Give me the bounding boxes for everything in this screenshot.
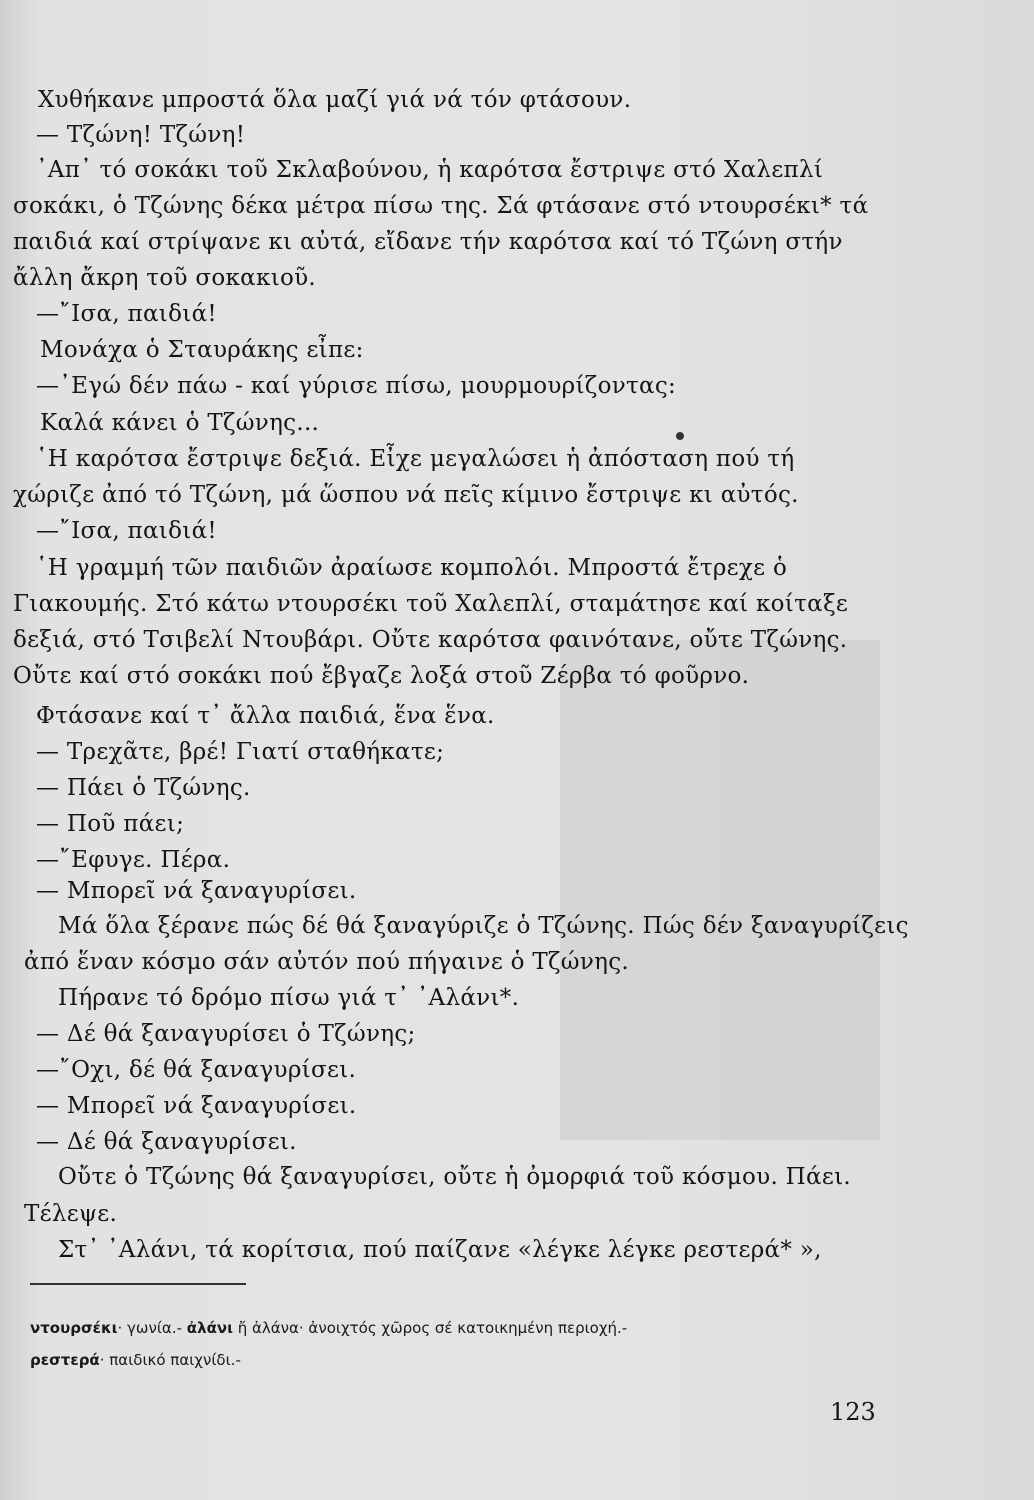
text-line: —῎Οχι, δέ θά ξαναγυρίσει. xyxy=(36,1057,357,1083)
text-line: —῎Εφυγε. Πέρα. xyxy=(36,847,231,873)
text-line: Φτάσανε καί τ᾿ ἄλλα παιδιά, ἕνα ἕνα. xyxy=(36,703,495,729)
text-line: ῾Η καρότσα ἔστριψε δεξιά. Εἶχε μεγαλώσει ἡ ἀπόσταση πού τή xyxy=(36,446,795,472)
text-line: — Ποῦ πάει; xyxy=(36,811,185,837)
text-line: ῾Η γραμμή τῶν παιδιῶν ἀραίωσε κομπολόι. Μπροστά ἔτρεχε ὁ xyxy=(36,555,788,581)
footnote-term: ἀλάνι xyxy=(186,1319,233,1337)
text-line: σοκάκι, ὁ Τζώνης δέκα μέτρα πίσω της. Σά φτάσανε στό ντουρσέκι* τά xyxy=(13,193,869,219)
text-line: — Δέ θά ξαναγυρίσει ὁ Τζώνης; xyxy=(36,1021,416,1047)
text-line: — Δέ θά ξαναγυρίσει. xyxy=(36,1129,297,1155)
text-line: παιδιά καί στρίψανε κι αὐτά, εἴδανε τήν καρότσα καί τό Τζώνη στήν xyxy=(13,229,843,255)
text-line: χώριζε ἀπό τό Τζώνη, μά ὥσπου νά πεῖς κίμινο ἔστριψε κι αὐτός. xyxy=(13,482,799,508)
footnote-line xyxy=(30,1318,627,1338)
text-line: Χυθήκανε μπροστά ὅλα μαζί γιά νά τόν φτάσουν. xyxy=(38,87,632,113)
text-line: — Μπορεῖ νά ξαναγυρίσει. xyxy=(36,1093,357,1119)
text-line: ἀπό ἕναν κόσμο σάν αὐτόν πού πήγαινε ὁ Τζώνης. xyxy=(24,949,630,975)
text-line: — Πάει ὁ Τζώνης. xyxy=(36,775,251,801)
text-line: Μά ὅλα ξέρανε πώς δέ θά ξαναγύριζε ὁ Τζώνης. Πώς δέν ξαναγυρίζεις xyxy=(58,913,909,939)
text-line: ἄλλη ἄκρη τοῦ σοκακιοῦ. xyxy=(13,265,317,291)
footnote-term: ρεστερά xyxy=(30,1351,100,1369)
text-line: —᾿Εγώ δέν πάω - καί γύρισε πίσω, μουρμουρίζοντας: xyxy=(36,373,677,399)
text-line: δεξιά, στό Τσιβελί Ντουβάρι. Οὔτε καρότσα φαινότανε, οὔτε Τζώνης. xyxy=(13,627,848,653)
text-line: —῎Ισα, παιδιά! xyxy=(36,518,217,544)
footnote-definition: ἤ ἀλάνα· ἀνοιχτός χῶρος σέ κατοικημένη περιοχή.- xyxy=(232,1319,628,1337)
ink-dot xyxy=(676,432,684,440)
text-line: Τέλεψε. xyxy=(24,1201,118,1227)
text-line: Οὔτε ὁ Τζώνης θά ξαναγυρίσει, οὔτε ἡ ὀμορφιά τοῦ κόσμου. Πάει. xyxy=(58,1164,852,1190)
text-line: —῎Ισα, παιδιά! xyxy=(36,301,217,327)
footnote-separator xyxy=(30,1283,246,1285)
text-line: Στ᾿ ᾿Αλάνι, τά κορίτσια, πού παίζανε «λέγκε λέγκε ρεστερά* », xyxy=(58,1237,822,1263)
text-line: Καλά κάνει ὁ Τζώνης... xyxy=(40,410,320,436)
footnote-line xyxy=(30,1350,241,1370)
text-line: ᾿Απ᾿ τό σοκάκι τοῦ Σκλαβούνου, ἡ καρότσα ἔστριψε στό Χαλεπλί xyxy=(36,157,824,183)
footnote-definition: · παιδικό παιχνίδι.- xyxy=(99,1351,241,1369)
text-line: Πήρανε τό δρόμο πίσω γιά τ᾿ ᾿Αλάνι*. xyxy=(58,985,520,1011)
page-number: 123 xyxy=(830,1398,876,1426)
text-line: Μονάχα ὁ Σταυράκης εἶπε: xyxy=(40,337,364,363)
text-line: — Τζώνη! Τζώνη! xyxy=(36,122,246,148)
text-line: Γιακουμής. Στό κάτω ντουρσέκι τοῦ Χαλεπλί, σταμάτησε καί κοίταξε xyxy=(13,591,849,617)
footnote-definition: · γωνία.- xyxy=(117,1319,187,1337)
footnote-term: ντουρσέκι xyxy=(30,1319,118,1337)
text-line: Οὔτε καί στό σοκάκι πού ἔβγαζε λοξά στοῦ Ζέρβα τό φοῦρνο. xyxy=(13,663,750,689)
text-line: — Μπορεῖ νά ξαναγυρίσει. xyxy=(36,878,357,904)
text-line: — Τρεχᾶτε, βρέ! Γιατί σταθήκατε; xyxy=(36,739,445,765)
